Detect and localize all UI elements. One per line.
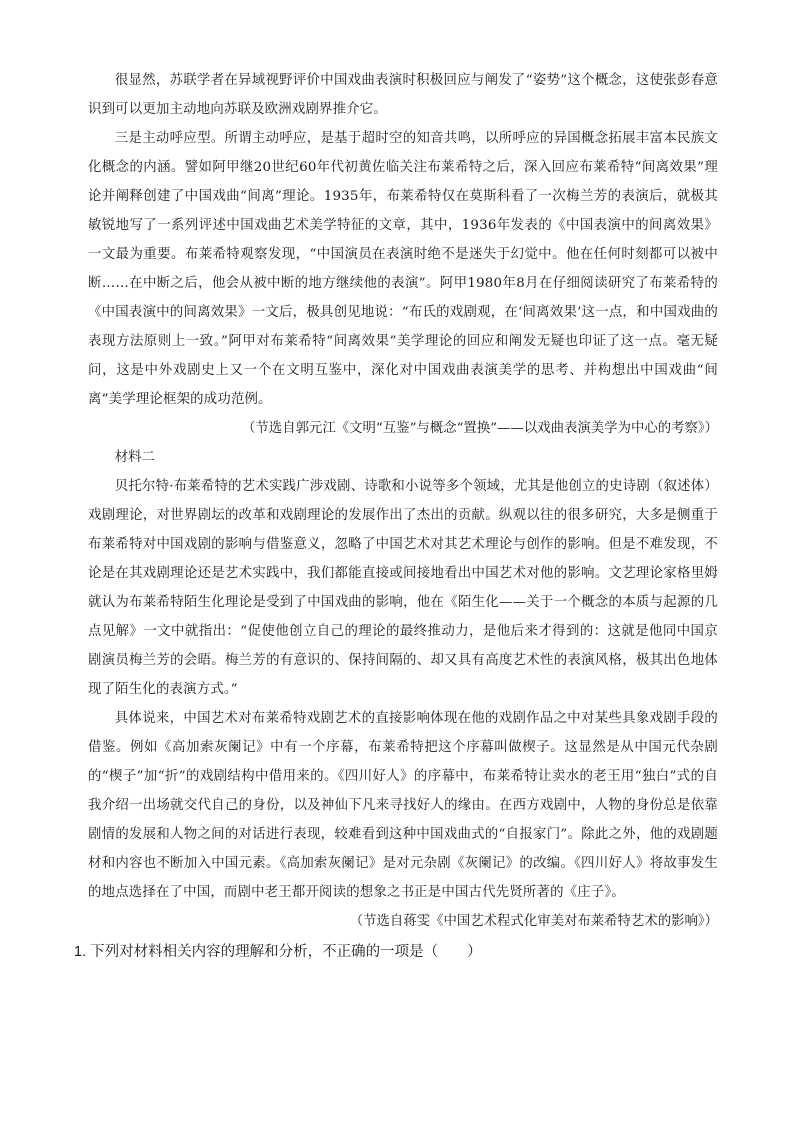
material-two-paragraph-1: 贝托尔特·布莱希特的艺术实践广涉戏剧、诗歌和小说等多个领域，尤其是他创立的史诗剧（叙述体）戏剧理论，对世界剧坛的改革和戏剧理论的发展作出了杰出的贡献。纵观以往的很多研究，大多是侧重于布莱希特对中国戏剧的影响与借鉴意义，忽略了中国艺术对其艺术理论与创作的影响。但是不难发现，不论是在其戏剧理论还是艺术实践中，我们都能直接或间接地看出中国艺术对他的影响。文艺理论家格里姆就认为布莱希特陌生化理论是受到了中国戏曲的影响，他在《陌生化——关于一个概念的本质与起源的几点见解》一文中就指出：“促使他创立自己的理论的最终推动力，是他后来才得到的：这就是他同中国京剧演员梅兰芳的会晤。梅兰芳的有意识的、保持间隔的、却又具有高度艺术性的表演风格，极其出色地体现了陌生化的表演方式。” [88, 479, 718, 697]
material-one-source: （节选自郭元江《文明“互鉴”与概念“置换”——以戏曲表演美学为中心的考察》） [242, 421, 718, 436]
material-one-paragraph-1: 很显然，苏联学者在异域视野评价中国戏曲表演时积极回应与阐发了“姿势”这个概念，这使张彭春意识到可以更加主动地向苏联及欧洲戏剧界推介它。 [88, 73, 718, 117]
material-one-paragraph-2: 三是主动呼应型。所谓主动呼应，是基于超时空的知音共鸣，以所呼应的异国概念拓展丰富本民族文化概念的内涵。譬如阿甲继20世纪60年代初黄佐临关注布莱希特之后，深入回应布莱希特“间离效果”理论并阐释创建了中国戏曲“间离”理论。1935年，布莱希特仅在莫斯科看了一次梅兰芳的表演后，就极其敏锐地写了一系列评述中国戏曲艺术美学特征的文章，其中，1936年发表的《中国表演中的间离效果》一文最为重要。布莱希特观察发现，“中国演员在表演时绝不是迷失于幻觉中。他在任何时刻都可以被中断……在中断之后，他会从被中断的地方继续他的表演”。阿甲1980年8月在仔细阅读研究了布莱希特的《中国表演中的间离效果》一文后，极具创见地说：“布氏的戏剧观，在‘间离效果’这一点，和中国戏曲的表现方法原则上一致。”阿甲对布莱希特“间离效果”美学理论的回应和阐发无疑也印证了这一点。毫无疑问，这是中外戏剧史上又一个在文明互鉴中，深化对中国戏曲表演美学的思考、并构想出中国戏曲“间离”美学理论框架的成功范例。 [88, 131, 718, 407]
material-two-label: 材料二 [114, 450, 155, 465]
material-two-source: （节选自蒋雯《中国艺术程式化审美对布莱希特艺术的影响》） [349, 914, 718, 929]
material-two-paragraph-2: 具体说来，中国艺术对布莱希特戏剧艺术的直接影响体现在他的戏剧作品之中对某些具象戏剧手段的借鉴。例如《高加索灰阑记》中有一个序幕，布莱希特把这个序幕叫做楔子。这显然是从中国元代杂剧的“楔子”加“折”的戏剧结构中借用来的。《四川好人》的序幕中，布莱希特让卖水的老王用“独白”式的自我介绍一出场就交代自己的身份，以及神仙下凡来寻找好人的缘由。在西方戏剧中，人物的身份总是依靠剧情的发展和人物之间的对话进行表现，较难看到这种中国戏曲式的“自报家门”。除此之外，他的戏剧题材和内容也不断加入中国元素。《高加索灰阑记》是对元杂剧《灰阑记》的改编。《四川好人》将故事发生的地点选择在了中国，而剧中老王都开阅读的想象之书正是中国古代先贤所著的《庄子》。 [88, 711, 718, 900]
question-1-stem: 1. 下列对材料相关内容的理解和分析，不正确的一项是（ ） [74, 944, 482, 960]
document-page [74, 66, 718, 966]
